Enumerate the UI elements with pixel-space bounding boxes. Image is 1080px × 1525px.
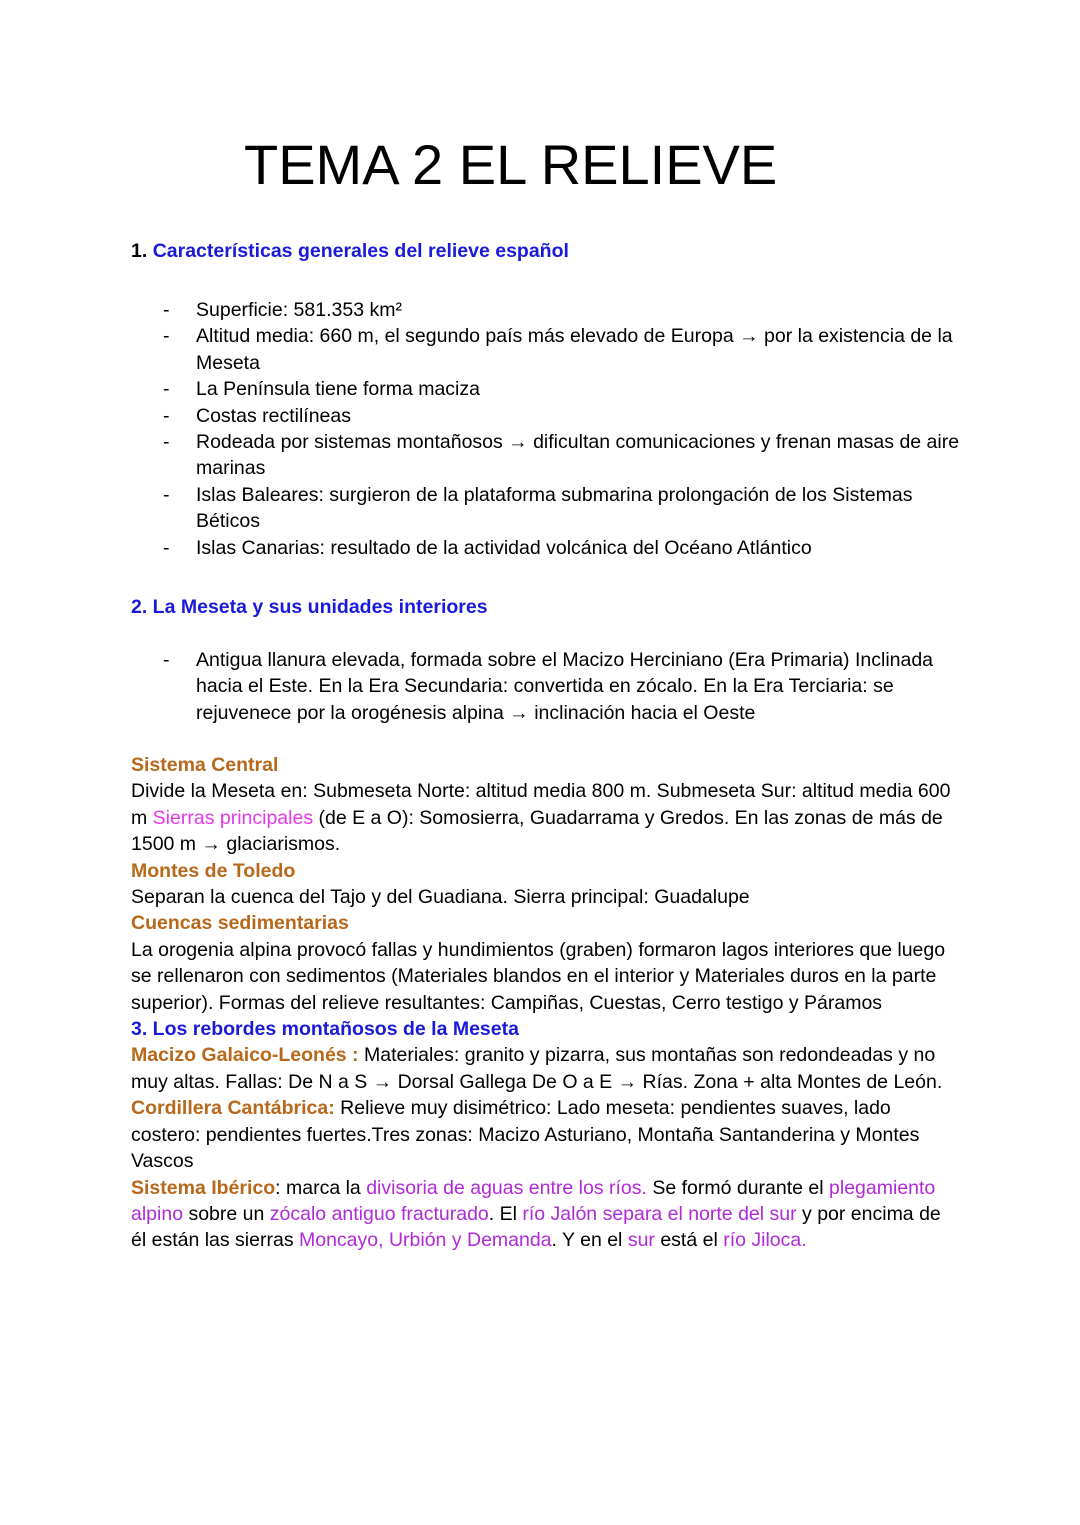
section-3-heading: 3. Los rebordes montañosos de la Meseta xyxy=(131,1018,519,1041)
sierras-highlight: Sierras principales xyxy=(152,806,314,829)
section-2-heading: 2. La Meseta y sus unidades interiores xyxy=(131,596,488,618)
cuencas-text: La orogenia alpina provocó fallas y hundimientos (graben) formaron lagos interiores que luego se rellenaron con sedimentos (Materiales blandos en el interior y Materiales duros en la parte superior). Formas del relieve resultantes: Campiñas, Cuestas, Cerro testigo y Páramos xyxy=(131,938,946,1014)
list-item: - Antigua llanura elevada, formada sobre el Macizo Herciniano (Era Primaria) Inclinada hacia el Este. En la Era Secundaria: convertida en zócalo. En la Era Terciaria: se rejuvenece por la orogénesis alpina → inclinación hacia el Oeste xyxy=(163,649,934,724)
montes-toledo-heading: Montes de Toledo xyxy=(131,859,296,882)
galaico-paragraph: Macizo Galaico-Leonés : Materiales: granito y pizarra, sus montañas son redondeadas y no muy altas. Fallas: De N a S → Dorsal Gallega De O a E → Rías. Zona + alta Montes de León. xyxy=(131,1044,943,1093)
list-item: - La Península tiene forma maciza xyxy=(163,378,480,401)
galaico-label: Macizo Galaico-Leonés : xyxy=(131,1044,359,1067)
sistema-central-heading: Sistema Central xyxy=(131,754,279,776)
sistema-central-text: Divide la Meseta en: Submeseta Norte: altitud media 800 m. Submeseta Sur: altitud media 600 m Sierras principales (de E a O): Somosierra, Guadarrama y Gredos. En las zonas de más de 1500 m → glaciarismos. xyxy=(131,780,951,856)
cantabrica-label: Cordillera Cantábrica: xyxy=(131,1097,335,1120)
list-item: - Rodeada por sistemas montañosos → dificultan comunicaciones y frenan masas de aire marinas xyxy=(163,431,960,480)
list-item: - Islas Canarias: resultado de la actividad volcánica del Océano Atlántico xyxy=(163,536,812,559)
cantabrica-paragraph: Cordillera Cantábrica: Relieve muy disimétrico: Lado meseta: pendientes suaves, lado costero: pendientes fuertes.Tres zonas: Macizo Asturiano, Montaña Santanderina y Montes Vascos xyxy=(131,1097,920,1173)
list-item: - Islas Baleares: surgieron de la plataforma submarina prolongación de los Sistemas Béticos xyxy=(163,483,913,533)
section-1-heading xyxy=(131,238,569,264)
list-item: - Costas rectilíneas xyxy=(163,404,351,427)
page-title: TEMA 2 EL RELIEVE xyxy=(244,133,778,196)
iberico-paragraph: Sistema Ibérico: marca la divisoria de aguas entre los ríos. Se formó durante el plegamiento alpino sobre un zócalo antiguo fracturado. El río Jalón separa el norte del sur y por encima de él están las sierras Moncayo, Urbión y Demanda. Y en el sur está el río Jiloca. xyxy=(131,1176,941,1252)
list-item: - Altitud media: 660 m, el segundo país más elevado de Europa → por la existencia de la Meseta xyxy=(163,325,953,374)
section-2-list xyxy=(131,647,961,726)
list-item: - Superficie: 581.353 km² xyxy=(163,299,402,321)
section-1-number: 1. xyxy=(131,240,148,262)
cuencas-heading: Cuencas sedimentarias xyxy=(131,912,349,935)
iberico-label: Sistema Ibérico xyxy=(131,1176,276,1199)
montes-toledo-text: Separan la cuenca del Tajo y del Guadiana. Sierra principal: Guadalupe xyxy=(131,886,750,909)
section-1-title: Características generales del relieve español xyxy=(152,240,569,262)
section-2-body xyxy=(131,752,951,1254)
section-1-list xyxy=(131,297,961,561)
